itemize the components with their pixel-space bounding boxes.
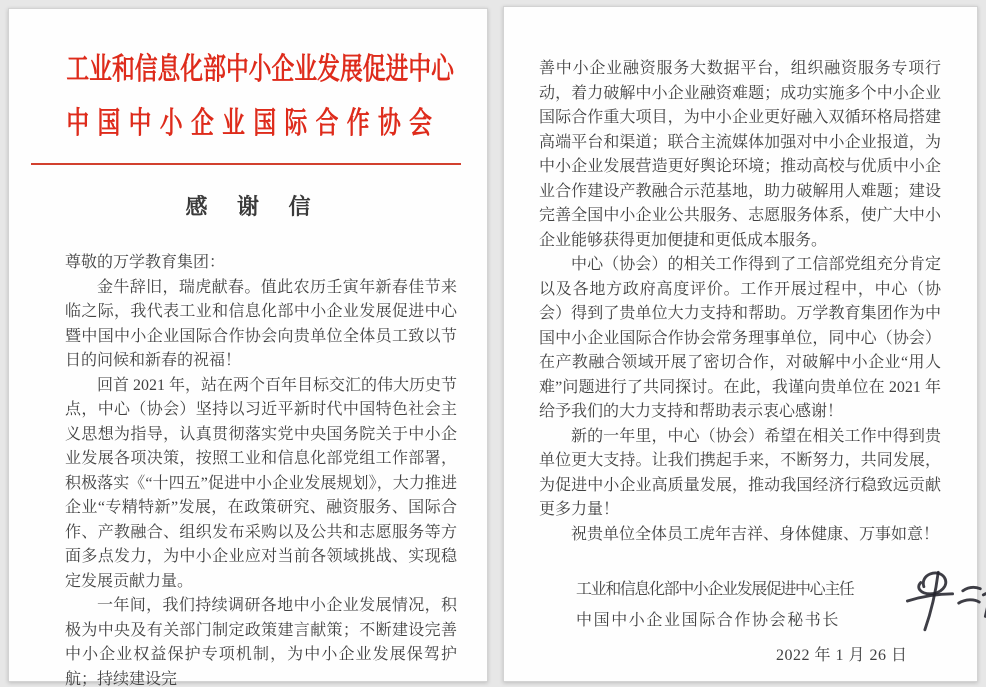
paragraph: 中心（协会）的相关工作得到了工信部党组充分肯定以及各地方政府高度评价。工作开展过程中，中心（协会）得到了贵单位大力支持和帮助。万学教育集团作为中国中小企业国际合作协会常务理事单位，同中心（协会）在产教融合领域开展了密切合作，对破解中小企业“用人难”问题进行了共同探讨。在此，我谨向贵单位在 2021 年给予我们的大力支持和帮助表示衷心感谢！ xyxy=(539,256,941,420)
paragraph: 一年间，我们持续调研各地中小企业发展情况，积极为中央及有关部门制定政策建言献策；不断建设完善中小企业权益保护专项机制，为中小企业发展保驾护航；持续建设完 xyxy=(65,597,457,687)
salutation: 尊敬的万学教育集团： xyxy=(65,254,226,271)
letter-body-page-1 xyxy=(65,251,457,687)
letterhead-divider-rule xyxy=(31,163,461,165)
signer-title-line-1: 工业和信息化部中小企业发展促进中心主任 xyxy=(576,581,854,598)
letter-page-1 xyxy=(8,8,488,687)
letter-page-2 xyxy=(503,6,978,682)
letterhead-org-line-1: 工业和信息化部中小企业发展促进中心 xyxy=(66,53,454,86)
letter-date: 2022 年 1 月 26 日 xyxy=(776,647,908,664)
signature-block xyxy=(576,574,977,668)
paragraph: 回首 2021 年，站在两个百年目标交汇的伟大历史节点，中心（协会）坚持以习近平新时代中国特色社会主义思想为指导，认真贯彻落实党中央国务院关于中小企业发展各项决策，按照工业和信息化部党组工作部署，积极落实《“十四五”促进中小企业发展规划》，大力推进企业“专精特新”发展，在政策研究、融资服务、国际合作、产教融合、组织发布采购以及公共和志愿服务等方面多点发力，为中小企业应对当前各领域挑战、实现稳定发展贡献力量。 xyxy=(65,376,458,590)
paragraph-continuation: 善中小企业融资服务大数据平台，组织融资服务专项行动，着力破解中小企业融资难题；成功实施多个中小企业国际合作重大项目，为中小企业更好融入双循环格局搭建高端平台和渠道；联合主流媒体加强对中小企业报道，为中小企业发展营造更好舆论环境；推动高校与优质中小企业合作建设产教融合示范基地，助力破解用人难题；建设完善全国中小企业公共服务、志愿服务体系，使广大中小企业能够获得更加便捷和更低成本服务。 xyxy=(539,60,941,249)
letter-body-page-2 xyxy=(539,7,941,547)
letter-title: 感 谢 信 xyxy=(185,194,323,219)
letterhead-org-line-2: 中国中小企业国际合作协会 xyxy=(66,107,441,140)
paragraph: 新的一年里，中心（协会）希望在相关工作中得到贵单位更大支持。让我们携起手来，不断努力，共同发展，为促进中小企业高质量发展，推动我国经济行稳致远贡献更多力量！ xyxy=(539,427,941,518)
paragraph: 金牛辞旧，瑞虎献春。值此农历壬寅年新春佳节来临之际，我代表工业和信息化部中小企业发展促进中心暨中国中小企业国际合作协会向贵单位全体员工致以节日的问候和新春的祝福！ xyxy=(65,278,457,369)
paragraph-closing-wish: 祝贵单位全体员工虎年吉祥、身体健康、万事如意！ xyxy=(571,525,940,543)
letterhead xyxy=(9,9,487,165)
signer-title-line-2: 中国中小企业国际合作协会秘书长 xyxy=(576,612,841,629)
